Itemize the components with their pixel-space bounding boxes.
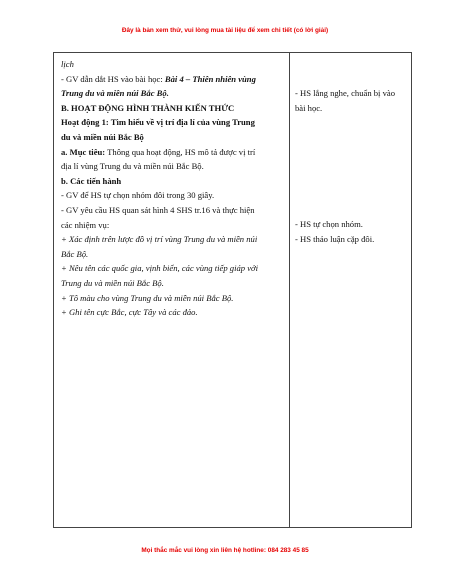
lesson-title-part-1: Bài 4 – Thiên nhiên vùng (164, 73, 256, 84)
choose-group: - HS tự chọn nhóm. (295, 219, 363, 230)
preview-notice: Đây là bản xem thử, vui lòng mua tài liệu để xem chi tiết (có lời giải) (121, 27, 329, 34)
task-2-line-1: + Nêu tên các quốc gia, vịnh biển, các vùng tiếp giáp với (61, 263, 259, 274)
section-heading: B. HOẠT ĐỘNG HÌNH THÀNH KIẾN THỨC (61, 102, 235, 113)
activity-title-line-1: Hoạt động 1: Tìm hiểu về vị trí địa lí của vùng Trung (61, 117, 255, 128)
lesson-table (53, 52, 412, 528)
task-1-line-1: + Xác định trên lược đồ vị trí vùng Trung du và miền núi (61, 234, 258, 245)
intro-prefix: - GV dẫn dắt HS vào bài học: (61, 73, 165, 84)
task-4: + Ghi tên cực Bắc, cực Tây và các đảo. (61, 307, 198, 318)
task-2-line-2: Trung du và miền núi Bắc Bộ. (61, 277, 164, 288)
lesson-title-part-2: Trung du và miền núi Bắc Bộ. (61, 88, 169, 99)
listen-line-1: - HS lắng nghe, chuẩn bị vào (295, 88, 395, 98)
step-2-line-1: - GV yêu cầu HS quan sát hình 4 SHS tr.16 và thực hiện (61, 204, 255, 215)
step-1: - GV để HS tự chọn nhóm đôi trong 30 giây. (61, 190, 215, 201)
listen-line-2: bài học. (295, 102, 323, 113)
procedure-label: b. Các tiến hành (61, 175, 122, 186)
hotline-notice: Mọi thắc mắc vui lòng xin liên hệ hotline: 084 283 45 85 (141, 547, 309, 554)
objective-line-2: địa lí vùng Trung du và miền núi Bắc Bộ. (61, 161, 204, 172)
teacher-activity-column (61, 57, 285, 320)
task-3: + Tô màu cho vùng Trung du và miền núi Bắc Bộ. (61, 292, 234, 303)
objective-line-1 (61, 145, 285, 160)
discuss-pairs: - HS thảo luận cặp đôi. (295, 233, 375, 244)
student-activity-column (295, 57, 409, 246)
objective-label: a. Mục tiêu: (61, 146, 106, 157)
task-1-line-2: Bắc Bộ. (61, 248, 89, 259)
carry-over-text: lịch (61, 59, 74, 69)
lesson-intro (61, 72, 285, 87)
step-2-line-2: các nhiệm vụ: (61, 219, 110, 230)
column-divider (289, 53, 290, 527)
activity-title-line-2: du và miền núi Bắc Bộ (61, 131, 144, 142)
objective-text: Thông qua hoạt động, HS mô tả được vị trí (105, 146, 256, 157)
